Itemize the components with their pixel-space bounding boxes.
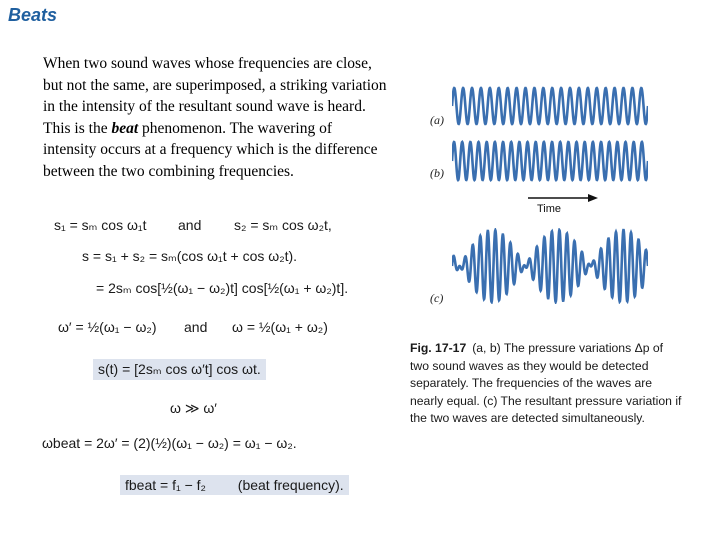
page-title: Beats (8, 5, 58, 25)
wave-a-line (452, 88, 648, 124)
figure-label-c: (c) (430, 291, 444, 305)
beat-emphasis: beat (111, 119, 139, 137)
equation-4-right: ω = ½(ω₁ + ω₂) (232, 319, 328, 335)
equation-1-left: s₁ = sₘ cos ω₁t (54, 217, 147, 233)
equation-8-formula: fbeat = f₁ − f₂ (125, 477, 206, 493)
equation-4-and: and (184, 319, 208, 335)
wave-c-plot (452, 228, 648, 304)
equation-1-and: and (178, 217, 202, 233)
equation-5-box: s(t) = [2sₘ cos ω′t] cos ωt. (93, 359, 266, 380)
wave-a-plot (452, 86, 648, 126)
figure-number: Fig. 17-17 (410, 341, 467, 355)
equation-8-box (120, 475, 349, 495)
intro-text-after: phenomenon. The wavering of intensity occurs at a frequency which is the difference between the two combining frequencies. (43, 119, 378, 180)
figure-caption (410, 340, 685, 428)
time-arrow-icon (528, 193, 598, 203)
figure-label-a: (a) (430, 113, 444, 127)
figure-label-b: (b) (430, 166, 444, 180)
equation-1-right: s₂ = sₘ cos ω₂t, (234, 217, 332, 233)
equation-7: ωbeat = 2ω′ = (2)(½)(ω₁ − ω₂) = ω₁ − ω₂. (42, 435, 297, 451)
intro-text-before: When two sound waves whose frequencies are close, but not the same, are superimposed, a striking variation in the intensity of the resultant sound wave is heard. This is the (43, 55, 387, 137)
wave-b-plot (452, 140, 648, 182)
equation-3: = 2sₘ cos[½(ω₁ − ω₂)t] cos[½(ω₁ + ω₂)t]. (96, 280, 349, 296)
equation-2: s = s₁ + s₂ = sₘ(cos ω₁t + cos ω₂t). (82, 248, 298, 264)
intro-paragraph (43, 53, 388, 182)
caption-text: (a, b) The pressure variations Δp of two sound waves as they would be detected separately. The frequencies of the waves are nearly equal. (c) The resultant pressure variation if the two waves are detected simultaneously. (410, 341, 682, 425)
wave-b-line (452, 142, 648, 180)
wave-c-line (452, 230, 648, 302)
equation-8-note: (beat frequency). (237, 477, 344, 493)
equation-6: ω ≫ ω′ (170, 400, 217, 416)
time-axis-label: Time (537, 203, 562, 215)
equation-4-left: ω′ = ½(ω₁ − ω₂) (58, 319, 157, 335)
